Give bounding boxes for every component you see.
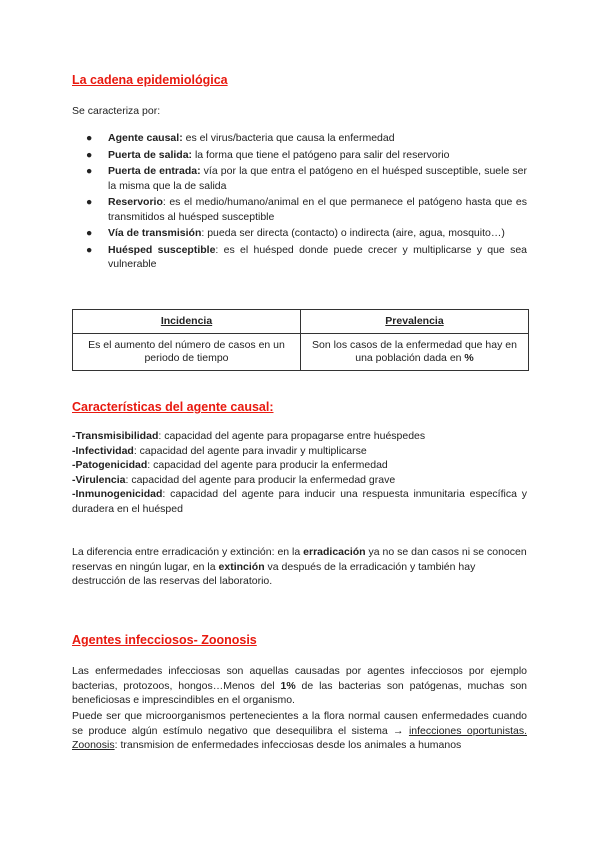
table-header-prevalencia: Prevalencia: [301, 310, 529, 334]
definition: vía por la que entra el patógeno en el huésped susceptible, suele ser la misma que la de salida: [108, 165, 527, 192]
term: Reservorio: [108, 196, 163, 208]
erradicacion-paragraph: La diferencia entre erradicación y extinción: en la erradicación ya no se dan casos ni se conocen reservas en ningún lugar, en la extinción va después de la erradicación y también hay destrucción de las reservas del laboratorio.: [72, 546, 527, 587]
infecciones-oportunistas-text: infecciones oportunistas.: [408, 724, 527, 737]
list-item: [72, 243, 527, 272]
list-item: -Infectividad: capacidad del agente para invadir y multiplicarse: [72, 444, 367, 457]
list-item: -Virulencia: capacidad del agente para producir la enfermedad grave: [72, 473, 396, 486]
bullet-list: [72, 131, 527, 274]
table-header-incidencia: Incidencia: [73, 310, 301, 334]
term: Puerta de salida:: [108, 148, 193, 161]
characteristics-list: [72, 429, 527, 516]
bullet-icon: ●: [86, 227, 93, 239]
bullet-icon: ●: [86, 132, 93, 144]
infecciosos-paragraph: Las enfermedades infecciosas son aquellas causadas por agentes infecciosos por ejemplo bacterias, protozoos, hongos…Menos del 1% de las bacterias son patógenas, muchas son beneficiosas e imprescindibles en el organismo.: [72, 665, 527, 706]
table-cell-prevalencia: Son los casos de la enfermedad que hay en una población dada en %: [301, 334, 529, 371]
list-item: -Transmisibilidad: capacidad del agente para propagarse entre huéspedes: [72, 430, 426, 442]
term: Vía de transmisión: [108, 227, 202, 239]
definition: : pueda ser directa (contacto) o indirecta (aire, agua, mosquito…): [201, 227, 505, 239]
definition: es el virus/bacteria que causa la enfermedad: [182, 132, 395, 144]
section-title-caracteristicas: Características del agente causal:: [72, 400, 274, 414]
list-item: -Inmunogenicidad: capacidad del agente para inducir una respuesta inmunitaria específica y duradera en el huésped: [72, 488, 527, 515]
section-title-cadena: La cadena epidemiológica: [72, 73, 228, 87]
incidencia-prevalencia-table: [72, 309, 529, 371]
bullet-icon: ●: [86, 243, 93, 256]
list-item: [72, 131, 527, 146]
zoonosis-term: Zoonosis: [72, 739, 115, 751]
term: Puerta de entrada:: [108, 165, 201, 177]
list-item: [72, 164, 527, 193]
table-cell-incidencia: Es el aumento del número de casos en un periodo de tiempo: [73, 334, 301, 371]
term: Huésped susceptible: [108, 243, 216, 256]
bullet-icon: ●: [86, 196, 93, 208]
bullet-icon: ●: [86, 148, 93, 161]
definition: : es el huésped donde puede crecer y multiplicarse y que sea vulnerable: [108, 243, 527, 270]
definition: la forma que tiene el patógeno para salir del reservorio: [192, 148, 450, 161]
intro-text: Se caracteriza por:: [72, 105, 161, 117]
term: Agente causal:: [108, 132, 183, 144]
bullet-icon: ●: [86, 165, 93, 177]
list-item: [72, 148, 527, 163]
oportunistas-paragraph: Puede ser que microorganismos pertenecientes a la flora normal causen enfermedades cuando se produce algún estímulo negativo que desequilibra el sistema → infecciones oportunistas. Zoonosis: transmision de enfermedades infecciosas desde los animales a humanos: [72, 710, 527, 751]
list-item: -Patogenicidad: capacidad del agente para producir la enfermedad: [72, 459, 388, 471]
section-title-zoonosis: Agentes infecciosos- Zoonosis: [72, 633, 257, 647]
list-item: [72, 195, 527, 224]
definition: : es el medio/humano/animal en el que permanece el patógeno hasta que es transmitidos al huésped susceptible: [108, 196, 527, 223]
list-item: [72, 226, 527, 241]
